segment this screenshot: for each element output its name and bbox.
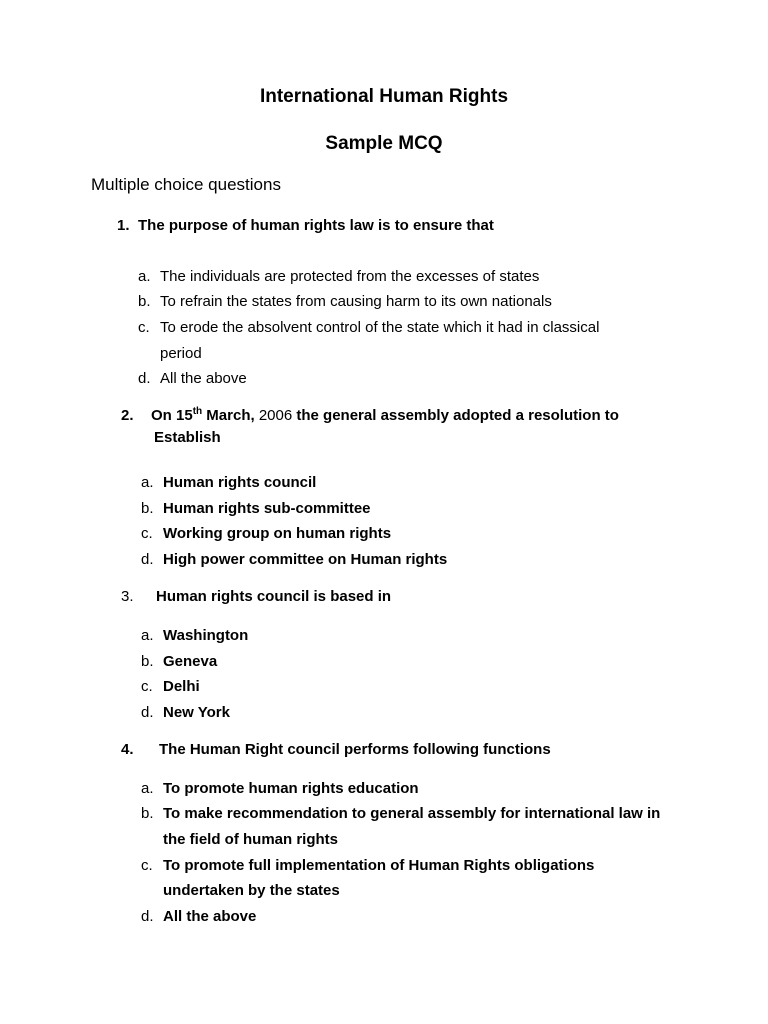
option-text-continuation: the field of human rights bbox=[163, 831, 338, 848]
option-text: To refrain the states from causing harm to its own nationals bbox=[160, 293, 552, 310]
question-text: The Human Right council performs following functions bbox=[159, 741, 551, 758]
option-text-continuation: undertaken by the states bbox=[163, 882, 340, 899]
option-letter: c. bbox=[141, 678, 153, 695]
option-letter: d. bbox=[138, 370, 151, 387]
question-number: 3. bbox=[121, 588, 134, 605]
option-text: All the above bbox=[160, 370, 247, 387]
option-text: Delhi bbox=[163, 678, 200, 695]
question-number: 2. bbox=[121, 407, 134, 424]
question-text-prefix: On 15 bbox=[151, 407, 193, 424]
option-text-continuation: period bbox=[160, 345, 202, 362]
option-text: The individuals are protected from the excesses of states bbox=[160, 268, 540, 285]
question-text bbox=[151, 405, 619, 427]
option-letter: d. bbox=[141, 551, 154, 568]
question-text-superscript: th bbox=[192, 406, 203, 417]
option-letter: c. bbox=[141, 525, 153, 542]
option-text: Geneva bbox=[163, 653, 218, 670]
question-number: 1. bbox=[117, 217, 130, 234]
option-letter: a. bbox=[138, 268, 151, 285]
option-letter: a. bbox=[141, 627, 154, 644]
option-text: Washington bbox=[163, 627, 249, 644]
option-text: To make recommendation to general assembly for international law in bbox=[163, 805, 661, 822]
question-number: 4. bbox=[121, 741, 134, 758]
option-letter: b. bbox=[141, 500, 154, 517]
option-letter: b. bbox=[138, 293, 151, 310]
option-text: To promote full implementation of Human Rights obligations bbox=[163, 857, 595, 874]
question-text-mid: March, bbox=[202, 407, 259, 424]
option-letter: d. bbox=[141, 704, 154, 721]
document-subtitle: Sample MCQ bbox=[325, 133, 443, 154]
option-letter: d. bbox=[141, 908, 154, 925]
option-text: To erode the absolvent control of the state which it had in classical bbox=[160, 319, 600, 336]
question-text-year: 2006 bbox=[258, 407, 293, 424]
option-text: Working group on human rights bbox=[163, 525, 392, 542]
option-letter: b. bbox=[141, 653, 154, 670]
option-text: Human rights council bbox=[163, 474, 317, 491]
option-letter: b. bbox=[141, 805, 154, 822]
option-letter: a. bbox=[141, 780, 154, 797]
option-letter: c. bbox=[138, 319, 150, 336]
option-text: High power committee on Human rights bbox=[163, 551, 448, 568]
question-text-continuation: Establish bbox=[154, 429, 221, 446]
option-text: All the above bbox=[163, 908, 257, 925]
question-text-suffix: the general assembly adopted a resolution to bbox=[292, 407, 619, 424]
question-text: The purpose of human rights law is to ensure that bbox=[138, 217, 494, 234]
option-letter: c. bbox=[141, 857, 153, 874]
option-text: New York bbox=[163, 704, 230, 721]
question-text: Human rights council is based in bbox=[156, 588, 392, 605]
option-text: To promote human rights education bbox=[163, 780, 419, 797]
section-heading: Multiple choice questions bbox=[91, 175, 281, 194]
document-title: International Human Rights bbox=[259, 86, 509, 107]
option-letter: a. bbox=[141, 474, 154, 491]
option-text: Human rights sub-committee bbox=[163, 500, 371, 517]
